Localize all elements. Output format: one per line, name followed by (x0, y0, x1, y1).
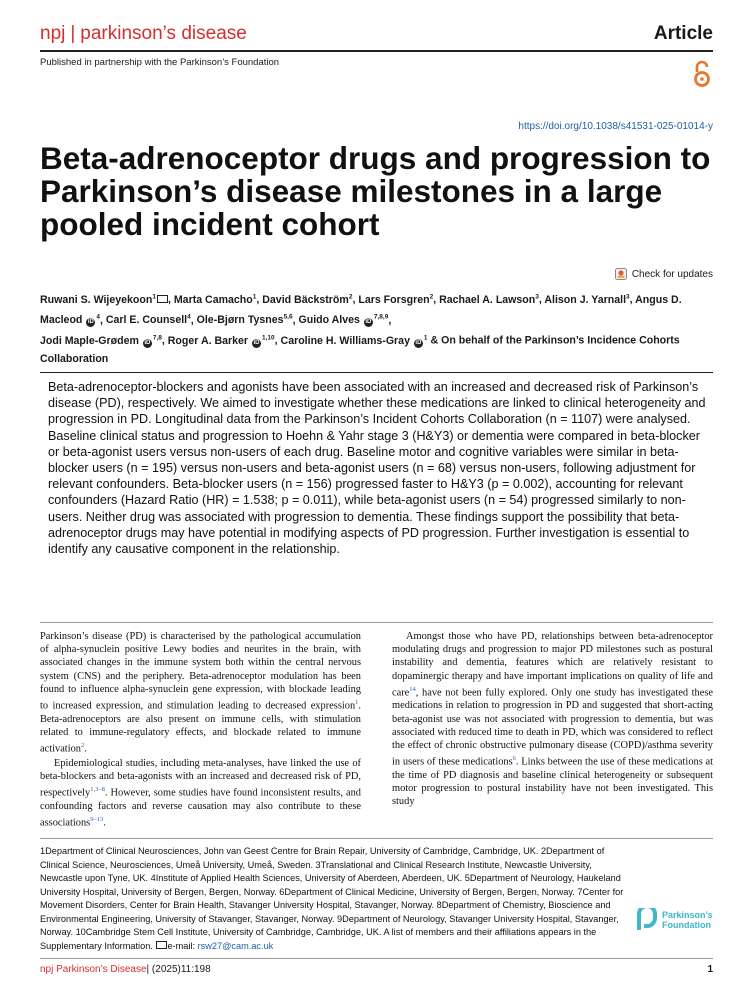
footer-journal: npj Parkinson’s Disease (40, 964, 147, 975)
email-icon (157, 295, 168, 303)
author: Alison J. Yarnall$^3$ (544, 293, 630, 306)
corresponding-email-link[interactable]: rsw27@cam.ac.uk (197, 940, 274, 951)
author: Caroline H. Williams-Gray $iD^1$ (280, 334, 428, 347)
reference-link[interactable]: 1 (355, 699, 359, 707)
body-column-right (392, 630, 713, 809)
journal-name: parkinson’s disease (80, 23, 247, 44)
author: Lars Forsgren$^2$ (358, 293, 434, 306)
open-access-icon (691, 60, 713, 88)
reference-link[interactable]: 6 (512, 755, 516, 763)
footer-volume: | (2025)11:198 (146, 964, 211, 975)
author: Angus D. Macleod $iD^4$ (40, 293, 682, 327)
affiliations-rule (40, 838, 713, 839)
body-paragraph: Amongst those who have PD, relationships between beta-adrenoceptor modulating drugs and progression to major PD milestones such as postural instability and dementia, features which are relatively resistant to dopaminergic therapy and have important implications on quality of life and care$^{14}$, have not been fully explored. Only one study has investigated these medications in relation to progression in PD and suggested that short-acting beta-agonist use was not associated with progression to dementia, but was associated with reduced time to death in PD, which was considered to reflect the effect of chronic obstructive pulmonary disease (COPD)/asthma severity in users of these medications$^6$. Links between the use of these medications at the time of PD diagnosis and baseline clinical heterogeneity or subsequent motor progression to postural instability have not been investigated. This study (392, 631, 713, 808)
author: Ole-Bjørn Tysnes$^{5,6}$ (196, 313, 293, 327)
email-icon (156, 941, 167, 949)
check-for-updates-button[interactable] (615, 268, 713, 280)
body-paragraph: Parkinson’s disease (PD) is characterised by the pathological accumulation of alpha-synuclein positive Lewy bodies and neurites in the brain, with associated changes in the immune system both within the central nervous system (CNS) and the periphery. Beta-adrenoceptor modulation has been found to influence alpha-synuclein gene expression, with blockade leading to increased expression, and stimulation leading to decreased expression$^1$. Beta-adrenoceptors are also present on immune cells, with stimulation related to immune-regulatory effects, and blockade related to immune activation$^2$. (40, 631, 361, 755)
author: Roger A. Barker iD$^{1,10}$ (167, 334, 275, 347)
check-updates-label: Check for updates (631, 268, 713, 280)
foundation-wordmark: Parkinson’s Foundation (662, 910, 713, 930)
parkinsons-foundation-logo (636, 908, 713, 932)
reference-link[interactable]: 2 (80, 742, 85, 750)
header-rule (40, 50, 713, 52)
page-number: 1 (707, 964, 713, 975)
orcid-icon[interactable]: iD (87, 319, 94, 326)
author: Jodi Maple-Grødem iD$^{7,8}$ (40, 334, 162, 347)
doi-link[interactable]: https://doi.org/10.1038/s41531-025-01014-y (518, 121, 713, 132)
foundation-emblem-icon (636, 908, 658, 932)
abstract: Beta-adrenoceptor-blockers and agonists have been associated with an increased and decreased risk of Parkinson’s disease (PD), respectively. We aimed to investigate whether these medications are linked to clinical heterogeneity and progression in PD. Longitudinal data from the Parkinson’s Incident Cohorts Collaboration (n = 1107) were analysed. Baseline clinical status and progression to Hoehn & Yahr stage 3 (H&Y3) or dementia were compared in beta-blocker or beta-agonist users versus non-users of each drug. Baseline motor and cognitive variables were similar in beta-blocker users (n = 195) versus non-users and beta-agonist users (n = 68) versus non-users, following adjustment for relevant confounders. Beta-blocker users (n = 156) progressed faster to H&Y3 (p = 0.002), accounting for relevant confounders (Hazard Ratio (HR) = 1.538; p = 0.011), while beta-agonist users (n = 54) progressed similarly to non-users. Neither drug was associated with progression to dementia. These findings support the possibility that beta-adrenoceptor drugs may have potential in modifying aspects of PD progression. Further investigation is essential to identify any causative component in the relationship. (48, 380, 706, 557)
reference-link[interactable]: 9–13 (90, 816, 104, 824)
orcid-icon[interactable]: iD (365, 319, 372, 326)
footer-citation (40, 964, 211, 975)
body-column-left (40, 630, 361, 830)
body-paragraph: Epidemiological studies, including meta-analyses, have linked the use of beta-blockers and beta-agonists with an increased and decreased risk of PD, respectively$^{1,3-8}$. However, some studies have found inconsistent results, and confounding factors and reverse causation may also contribute to these associations$^{9-13}$. (40, 757, 361, 829)
email-label: e-mail: (167, 940, 196, 951)
article-title: Beta-adrenoceptor drugs and progression to Parkinson’s disease milestones in a large pooled incident cohort (40, 140, 711, 242)
affiliations-text: 1Department of Clinical Neurosciences, John van Geest Centre for Brain Repair, University of Cambridge, Cambridge, UK. 2Department of Clinical Science, Neurosciences, Umeå University, Umeå, Sweden. 3Translational and Clinical Research Institute, Newcastle University, Newcastle upon Tyne, UK. 4Institute of Applied Health Sciences, University of Aberdeen, Aberdeen, UK. 5Department of Neurology, Haukeland University Hospital, University of Bergen, Bergen, Norway. 6Department of Clinical Medicine, University of Bergen, Bergen, Norway. 7Center for Movement Disorders, Center for Brain Health, Stavanger University Hospital, Stavanger, Norway. 8Department of Chemistry, Bioscience and Environmental Engineering, University of Stavanger, Stavanger, Norway. 9Department of Neurology, Stavanger University Hospital, Stavanger, Norway. 10Cambridge Stem Cell Institute, University of Cambridge, Cambridge, UK. A list of members and their affiliations appears in the Supplementary Information. (40, 846, 624, 951)
author: Marta Camacho$^1$ (173, 293, 257, 306)
authors-suffix: & On behalf of the Parkinson’s Incidence Cohorts Collaboration (40, 334, 680, 365)
author-list: Ruwani S. Wijeyekoon$^1$ , Marta Camacho$^1$, David Bäckström$^2$, Lars Forsgren$^2$, Rachael A. Lawson$^3$, Alison J. Yarnall$^3$, Angus D. Macleod $iD^4$, Carl E. Counsell$^4$, Ole-Bjørn Tysnes$^{5,6}$, Guido Alves iD$^{7,8,9}$, Jodi Maple-Grødem iD$^{7,8}$, Roger A. Barker iD$^{1,10}$, Caroline H. Williams-Gray $iD^1$ & On behalf of the Parkinson’s Incidence Cohorts Collaboration (40, 293, 682, 365)
footer-rule (40, 958, 713, 959)
check-updates-icon (615, 268, 627, 280)
author: David Bäckström$^2$ (262, 293, 353, 306)
article-type-label: Article (653, 23, 713, 44)
affiliations (40, 845, 630, 953)
orcid-icon[interactable]: iD (415, 339, 422, 346)
author: Ruwani S. Wijeyekoon$^1$ (40, 294, 168, 306)
partnership-note: Published in partnership with the Parkinson’s Foundation (40, 57, 280, 68)
journal-masthead (40, 22, 247, 46)
abstract-top-rule (40, 372, 713, 373)
orcid-icon[interactable]: iD (253, 339, 260, 346)
author: Rachael A. Lawson$^3$ (439, 293, 539, 306)
orcid-icon[interactable]: iD (144, 339, 151, 346)
abstract-bottom-rule (40, 622, 713, 623)
masthead-separator: | (70, 23, 76, 44)
journal-prefix: npj (40, 23, 66, 44)
reference-link[interactable]: 1,3–8 (90, 786, 105, 794)
reference-link[interactable]: 14 (409, 685, 416, 693)
author: Carl E. Counsell$^4$ (105, 313, 191, 327)
author: Guido Alves iD$^{7,8,9}$ (298, 313, 389, 327)
